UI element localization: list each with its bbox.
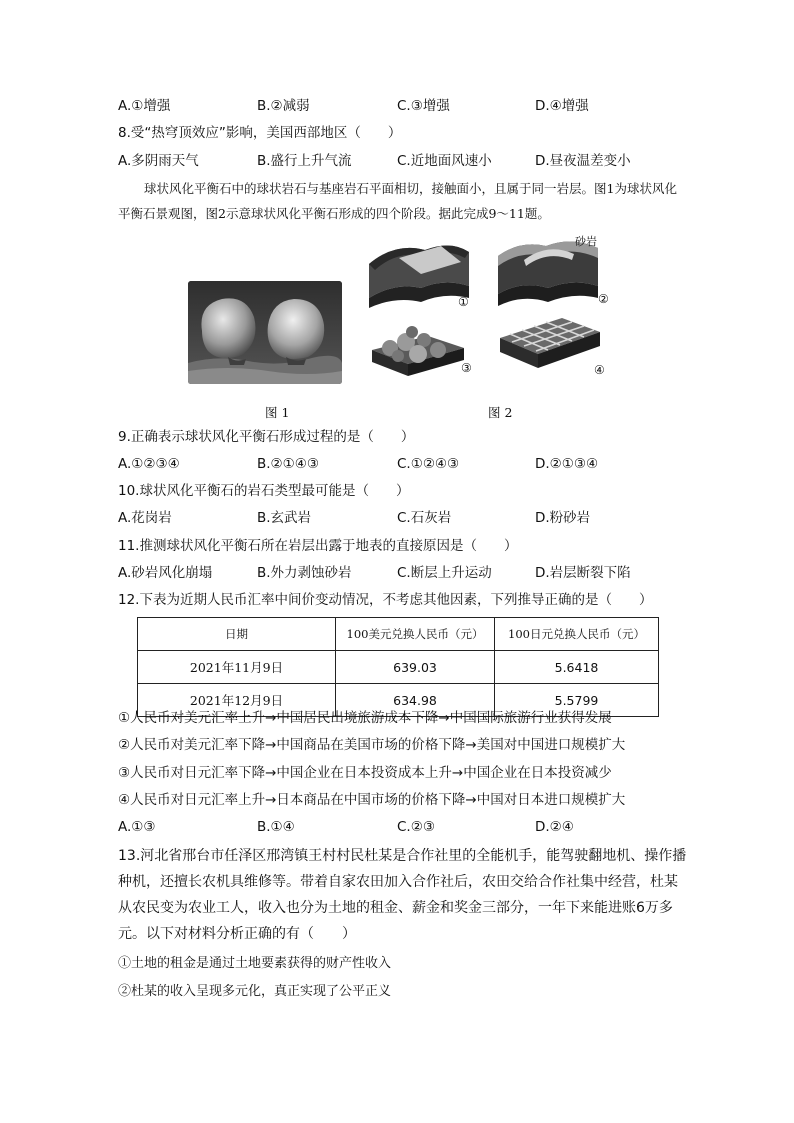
q13-statement-2: ②杜某的收入呈现多元化，真正实现了公平正义	[118, 984, 392, 999]
figure-2-stage-3-block	[368, 320, 468, 384]
q12-option-d: D.②④	[535, 819, 574, 835]
q13-stem: 13.河北省邢台市任泽区邢湾镇王村村民杜某是合作社里的全能机手，能驾驶翻地机、操作播种机，还擅长农机具维修等。带着自家农田加入合作社后，农田交给合作社集中经营，杜某从农民变为农业工人，收入也分为土地的租金、薪金和奖金三部分，一年下来能进账6万多元。以下对材料分析正确的有（ ）	[118, 848, 687, 942]
q12-option-c: C.②③	[397, 819, 435, 835]
table-cell-usd: 639.03	[336, 651, 495, 684]
figure-1-caption: 图 1	[265, 405, 290, 420]
figure-1-photo	[188, 281, 342, 384]
q11-option-b: B.外力剥蚀砂岩	[257, 565, 352, 581]
q12-statement-4: ④人民币对日元汇率上升→日本商品在中国市场的价格下降→中国对日本进口规模扩大	[118, 792, 626, 808]
table-header-jpy: 100日元兑换人民币（元）	[495, 618, 659, 651]
q8-option-a: A.多阴雨天气	[118, 153, 199, 169]
q8-option-d: D.昼夜温差变小	[535, 153, 631, 169]
table-cell-jpy: 5.5799	[495, 684, 659, 717]
figure-2-stage-4-block	[496, 308, 604, 376]
q11-option-d: D.岩层断裂下陷	[535, 565, 631, 581]
figure-2-label-1: ①	[458, 295, 469, 309]
q12-statement-2: ②人民币对美元汇率下降→中国商品在美国市场的价格下降→美国对中国进口规模扩大	[118, 737, 626, 753]
q12-option-a: A.①③	[118, 819, 156, 835]
q10-option-b: B.玄武岩	[257, 510, 312, 526]
q12-option-b: B.①④	[257, 819, 295, 835]
q9-option-c: C.①②④③	[397, 456, 460, 472]
q7-option-d: D.④增强	[535, 98, 589, 114]
q11-option-a: A.砂岩风化崩塌	[118, 565, 213, 581]
q10-option-c: C.石灰岩	[397, 510, 452, 526]
exchange-rate-table	[137, 617, 659, 717]
q12-stem: 12.下表为近期人民币汇率中间价变动情况，不考虑其他因素，下列推导正确的是（ ）	[118, 592, 653, 608]
q8-stem: 8.受“热穹顶效应”影响，美国西部地区（ ）	[118, 125, 402, 141]
q8-option-b: B.盛行上升气流	[257, 153, 352, 169]
sandstone-label: 砂岩	[575, 235, 597, 248]
q12-statement-3: ③人民币对日元汇率下降→中国企业在日本投资成本上升→中国企业在日本投资减少	[118, 765, 612, 781]
table-row	[138, 651, 659, 684]
q9-stem: 9.正确表示球状风化平衡石形成过程的是（ ）	[118, 429, 415, 445]
table-header-usd: 100美元兑换人民币（元）	[336, 618, 495, 651]
q12-statement-1: ①人民币对美元汇率上升→中国居民出境旅游成本下降→中国国际旅游行业获得发展	[118, 710, 612, 726]
material-paragraph: 球状风化平衡石中的球状岩石与基座岩石平面相切，接触面小，且属于同一岩层。图1为球状风化平衡石景观图，图2示意球状风化平衡石形成的四个阶段。据此完成9～11题。	[118, 181, 677, 221]
q7-option-c: C.③增强	[397, 98, 450, 114]
q7-option-a: A.①增强	[118, 98, 171, 114]
table-cell-jpy: 5.6418	[495, 651, 659, 684]
q11-option-c: C.断层上升运动	[397, 565, 492, 581]
q10-option-d: D.粉砂岩	[535, 510, 591, 526]
q8-option-c: C.近地面风速小	[397, 153, 492, 169]
table-cell-date: 2021年12月9日	[138, 684, 336, 717]
figure-2-label-2: ②	[598, 292, 609, 306]
q13-statement-1: ①土地的租金是通过土地要素获得的财产性收入	[118, 956, 392, 971]
q9-option-a: A.①②③④	[118, 456, 180, 472]
q11-stem: 11.推测球状风化平衡石所在岩层出露于地表的直接原因是（ ）	[118, 538, 518, 554]
q10-stem: 10.球状风化平衡石的岩石类型最可能是（ ）	[118, 483, 410, 499]
figure-2-label-3: ③	[461, 361, 472, 375]
table-header-date: 日期	[138, 618, 336, 651]
q7-option-b: B.②减弱	[257, 98, 310, 114]
q9-option-b: B.②①④③	[257, 456, 319, 472]
figure-2-caption: 图 2	[488, 405, 513, 420]
table-cell-date: 2021年11月9日	[138, 651, 336, 684]
q10-option-a: A.花岗岩	[118, 510, 172, 526]
figure-2-label-4: ④	[594, 363, 605, 377]
table-header-row	[138, 618, 659, 651]
q9-option-d: D.②①③④	[535, 456, 599, 472]
table-cell-usd: 634.98	[336, 684, 495, 717]
